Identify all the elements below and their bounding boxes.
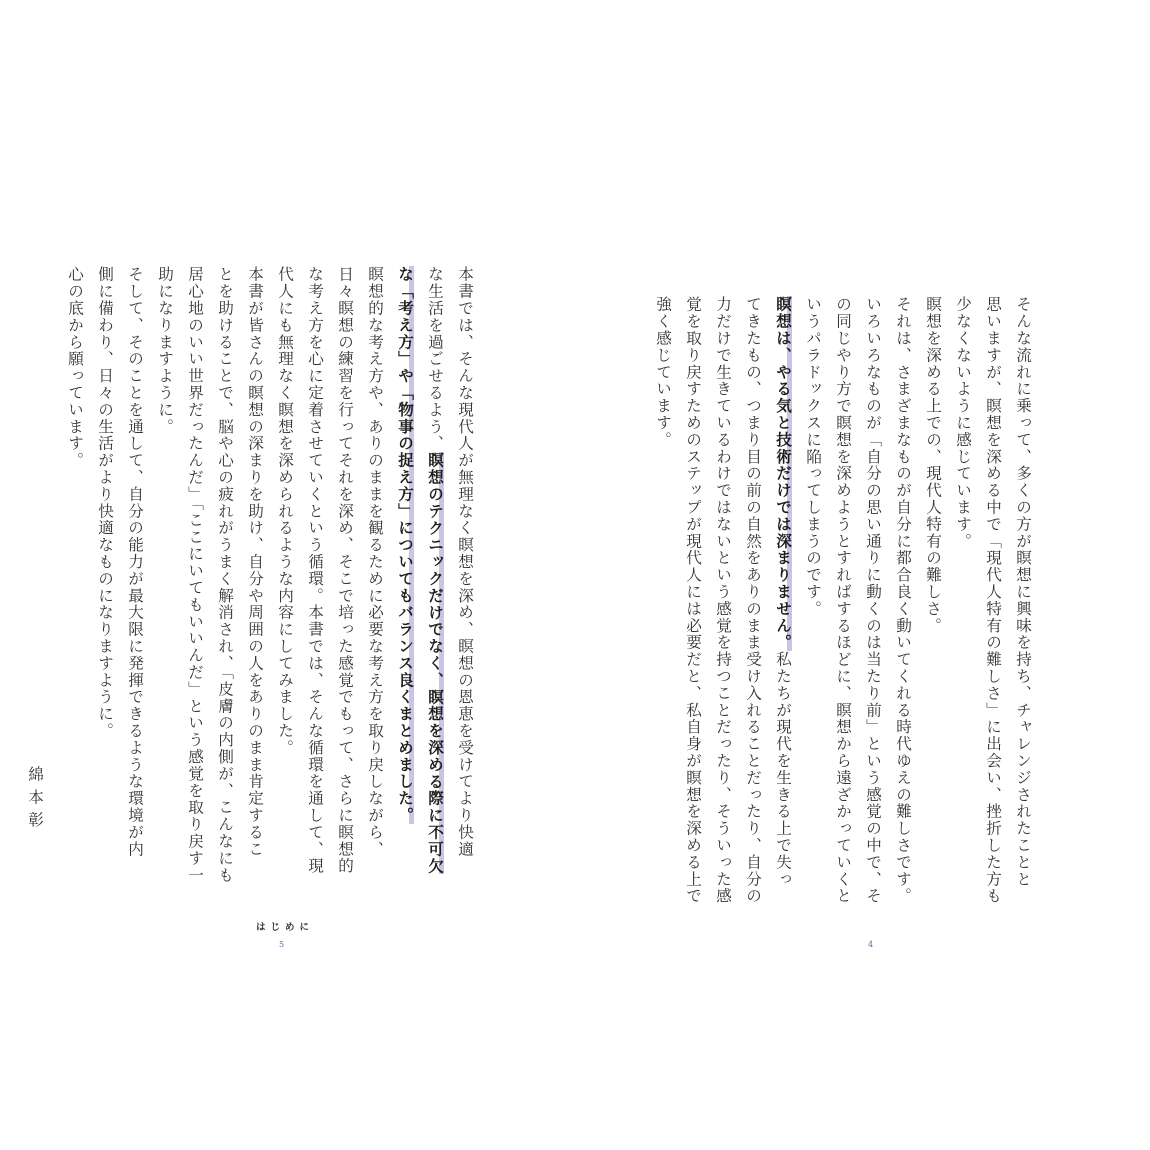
body-text: な生活を過ごせるよう、 (426, 266, 444, 452)
body-text: 助になりますように。 (156, 266, 174, 435)
highlighted-text: 瞑想は、やる気と技術だけでは深まりません。 (774, 296, 792, 651)
body-text: いろいろなものが「自分の思い通りに動くのは当たり前」という感覚の中で、そ (864, 296, 882, 905)
text-column (450, 266, 480, 866)
text-column (738, 296, 768, 905)
right-page (575, 0, 1150, 1150)
body-text: 少なくないように感じています。 (954, 296, 972, 550)
text-column (360, 266, 390, 866)
text-column (648, 296, 678, 896)
body-text: 本書では、そんな現代人が無理なく瞑想を深め、瞑想の恩恵を受けてより快適 (456, 266, 474, 858)
text-column (828, 296, 858, 905)
text-column (390, 266, 420, 866)
body-text: 覚を取り戻すためのステップが現代人には必要だと、私自身が瞑想を深める上で (684, 296, 702, 905)
text-column (240, 266, 270, 866)
body-text: そんな流れに乗って、多くの方が瞑想に興味を持ち、チャレンジされたことと (1014, 296, 1032, 888)
body-text: 心の底から願っています。 (66, 266, 84, 469)
left-page-body (60, 266, 480, 884)
body-text: 思いますが、瞑想を深める中で「現代人特有の難しさ」に出会い、挫折した方も (984, 296, 1002, 905)
body-text: 側に備わり、日々の生活がより快適なものになりますように。 (96, 266, 114, 740)
text-column (798, 296, 828, 896)
text-column (210, 266, 240, 884)
text-column (708, 296, 738, 905)
body-text: 瞑想を深める上での、現代人特有の難しさ。 (924, 296, 942, 634)
text-column (180, 266, 210, 884)
body-text: 代人にも無理なく瞑想を深められるような内容にしてみました。 (276, 266, 294, 757)
body-text: とを助けることで、脳や心の疲れがうまく解消され、「皮膚の内側が、こんなにも (216, 266, 234, 884)
body-text: 力だけで生きているわけではないという感覚を持つことだったり、そういった感 (714, 296, 732, 905)
body-text: 瞑想的な考え方や、ありのままを観るために必要な考え方を取り戻しながら、 (366, 266, 384, 858)
text-column (678, 296, 708, 905)
body-text: 私たちが現代を生きる上で失っ (774, 650, 792, 888)
author-signature: 綿本彰 (26, 766, 44, 834)
body-text: 日々瞑想の練習を行ってそれを深め、そこで培った感覚でもって、さらに瞑想的 (336, 266, 354, 875)
right-page-body (648, 296, 1038, 905)
text-column (150, 266, 180, 866)
page-number-left: 5 (279, 940, 285, 949)
text-column (1008, 296, 1038, 896)
body-text: 本書が皆さんの瞑想の深まりを助け、自分や周囲の人をありのまま肯定するこ (246, 266, 264, 858)
text-column (918, 296, 948, 896)
body-text: 居心地のいい世界だったんだ」「ここにいてもいいんだ」という感覚を取り戻す一 (186, 266, 204, 884)
body-text: いうパラドックスに陥ってしまうのです。 (804, 296, 822, 618)
text-column (90, 266, 120, 866)
text-column (888, 296, 918, 905)
highlighted-text: 瞑想のテクニックだけでなく、瞑想を深める際に不可欠 (426, 451, 444, 875)
text-column (60, 266, 90, 866)
body-text: そして、そのことを通して、自分の能力が最大限に発揮できるような環境が内 (126, 266, 144, 858)
highlighted-text: な「考え方」や「物事の捉え方」についてもバランス良くまとめました。 (396, 266, 414, 824)
text-column (978, 296, 1008, 905)
running-head: はじめに (256, 922, 315, 933)
body-text: な考え方を心に定着させていくという循環。本書では、そんな循環を通して、現 (306, 266, 324, 875)
text-column (300, 266, 330, 875)
body-text: の同じやり方で瞑想を深めようとすればするほどに、瞑想から遠ざかっていくと (834, 296, 852, 905)
text-column (858, 296, 888, 905)
body-text: それは、さまざまなものが自分に都合良く動いてくれる時代ゆえの難しさです。 (894, 296, 912, 905)
text-column (948, 296, 978, 896)
text-column (768, 296, 798, 896)
body-text: 強く感じています。 (654, 296, 672, 449)
page-number-right: 4 (868, 940, 874, 949)
text-column (270, 266, 300, 866)
body-text: てきたもの、つまり目の前の自然をありのまま受け入れることだったり、自分の (744, 296, 762, 905)
text-column (420, 266, 450, 875)
text-column (120, 266, 150, 866)
text-column (330, 266, 360, 875)
